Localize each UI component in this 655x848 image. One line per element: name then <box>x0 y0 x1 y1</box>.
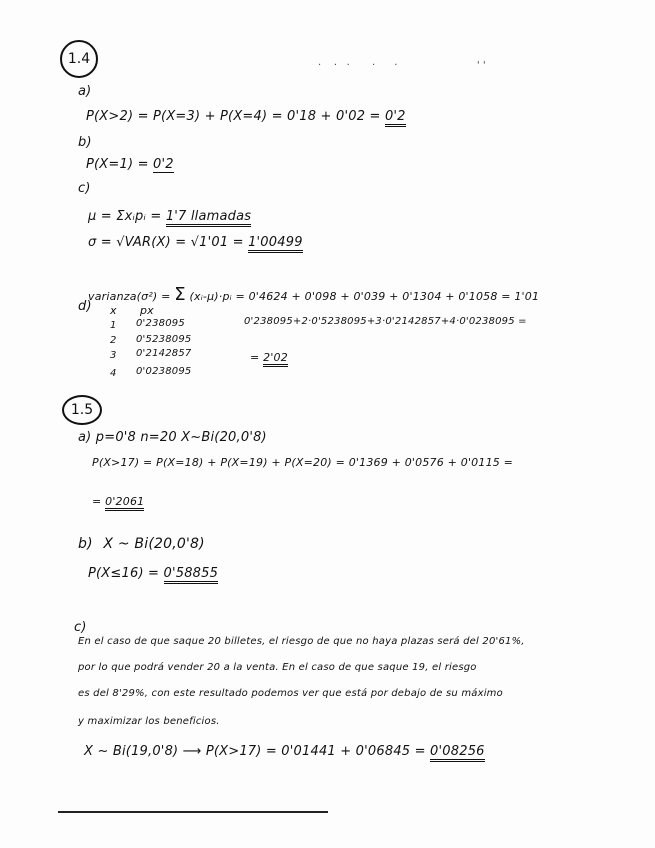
part-c2-label: c) <box>74 620 87 635</box>
table-row-px: 0'5238095 <box>136 334 192 345</box>
table-header-px: px <box>140 304 154 317</box>
part-c-mean-result: 1'7 llamadas <box>166 209 251 227</box>
part-a2-params: a) p=0'8 n=20 X~Bi(20,0'8) <box>78 430 267 445</box>
part-a2-result: 0'2061 <box>105 495 144 511</box>
table-row-px: 0'0238095 <box>136 366 192 377</box>
part-c-variance <box>88 284 539 305</box>
table-row-x: 3 <box>110 350 117 361</box>
part-c2-formula-text: X ~ Bi(19,0'8) ⟶ P(X>17) = 0'01441 + 0'06845 = <box>84 744 426 759</box>
part-b2-line <box>78 536 205 552</box>
bottom-rule <box>58 811 328 813</box>
part-a-equation <box>86 109 406 124</box>
scan-specks <box>318 60 486 71</box>
table-row-x: 4 <box>110 368 117 379</box>
section-1-4-label-text: 1.4 <box>67 51 91 67</box>
part-c2-formula <box>84 744 485 759</box>
part-b2-label: b) <box>78 536 93 552</box>
part-a2-result-line <box>92 495 144 508</box>
part-c-mean <box>88 209 251 224</box>
part-c-mean-text: μ = Σxᵢpᵢ = <box>88 209 162 224</box>
part-d-label: d) <box>78 299 92 314</box>
part-c2-text-line-4: y maximizar los beneficios. <box>78 716 220 727</box>
part-c-label: c) <box>78 181 91 196</box>
part-b-equation-text: P(X=1) = <box>86 157 149 172</box>
part-c2-result: 0'08256 <box>430 744 485 762</box>
section-1-5-label-text: 1.5 <box>70 402 94 418</box>
part-c-sigma <box>88 235 303 250</box>
part-b2-result: 0'58855 <box>164 566 219 584</box>
part-b2-distribution: X ~ Bi(20,0'8) <box>103 536 205 552</box>
part-d-expectation: 0'238095+2·0'5238095+3·0'2142857+4·0'0238095 = <box>244 316 527 327</box>
section-1-5-label <box>62 395 102 425</box>
part-a2-result-eq: = <box>92 495 102 508</box>
part-b-label: b) <box>78 135 92 150</box>
table-row-px: 0'2142857 <box>136 348 192 359</box>
part-c-sigma-text: σ = √VAR(X) = √1'01 = <box>88 235 244 250</box>
part-b2-probability-text: P(X≤16) = <box>88 566 160 581</box>
table-row-px: 0'238095 <box>136 318 185 329</box>
part-a-label: a) <box>78 84 92 99</box>
part-c-variance-left: varianza(σ²) = <box>88 290 171 303</box>
part-c2-text-line-2: por lo que podrá vender 20 a la venta. En el caso de que saque 19, el riesgo <box>78 662 477 673</box>
table-row-x: 2 <box>110 335 117 346</box>
part-b-result: 0'2 <box>153 157 174 172</box>
part-d-result-line <box>250 351 288 364</box>
part-c-sigma-result: 1'00499 <box>248 235 303 253</box>
part-c2-text-line-3: es del 8'29%, con este resultado podemos ver que está por debajo de su máximo <box>78 688 503 699</box>
part-a2-probability: P(X>17) = P(X=18) + P(X=19) + P(X=20) = 0'1369 + 0'0576 + 0'0115 = <box>92 456 514 469</box>
table-header-x: x <box>110 304 117 317</box>
part-c2-text-line-1: En el caso de que saque 20 billetes, el riesgo de que no haya plazas será del 20'61%, <box>78 636 525 647</box>
part-d-result: 2'02 <box>263 351 288 367</box>
sigma-symbol: Σ <box>174 284 186 305</box>
part-a-result: 0'2 <box>385 109 406 127</box>
part-b-equation <box>86 157 174 172</box>
part-a-equation-text: P(X>2) = P(X=3) + P(X=4) = 0'18 + 0'02 = <box>86 109 381 124</box>
table-row-x: 1 <box>110 320 117 331</box>
section-1-4-label <box>60 40 98 78</box>
part-c-variance-right: (xᵢ-μ)·pᵢ = 0'4624 + 0'098 + 0'039 + 0'1304 + 0'1058 = 1'01 <box>189 290 540 303</box>
part-b2-probability-line <box>88 566 218 581</box>
part-d-result-eq: = <box>250 351 260 364</box>
speck-decoration: · · · · · ' ' <box>318 60 486 71</box>
